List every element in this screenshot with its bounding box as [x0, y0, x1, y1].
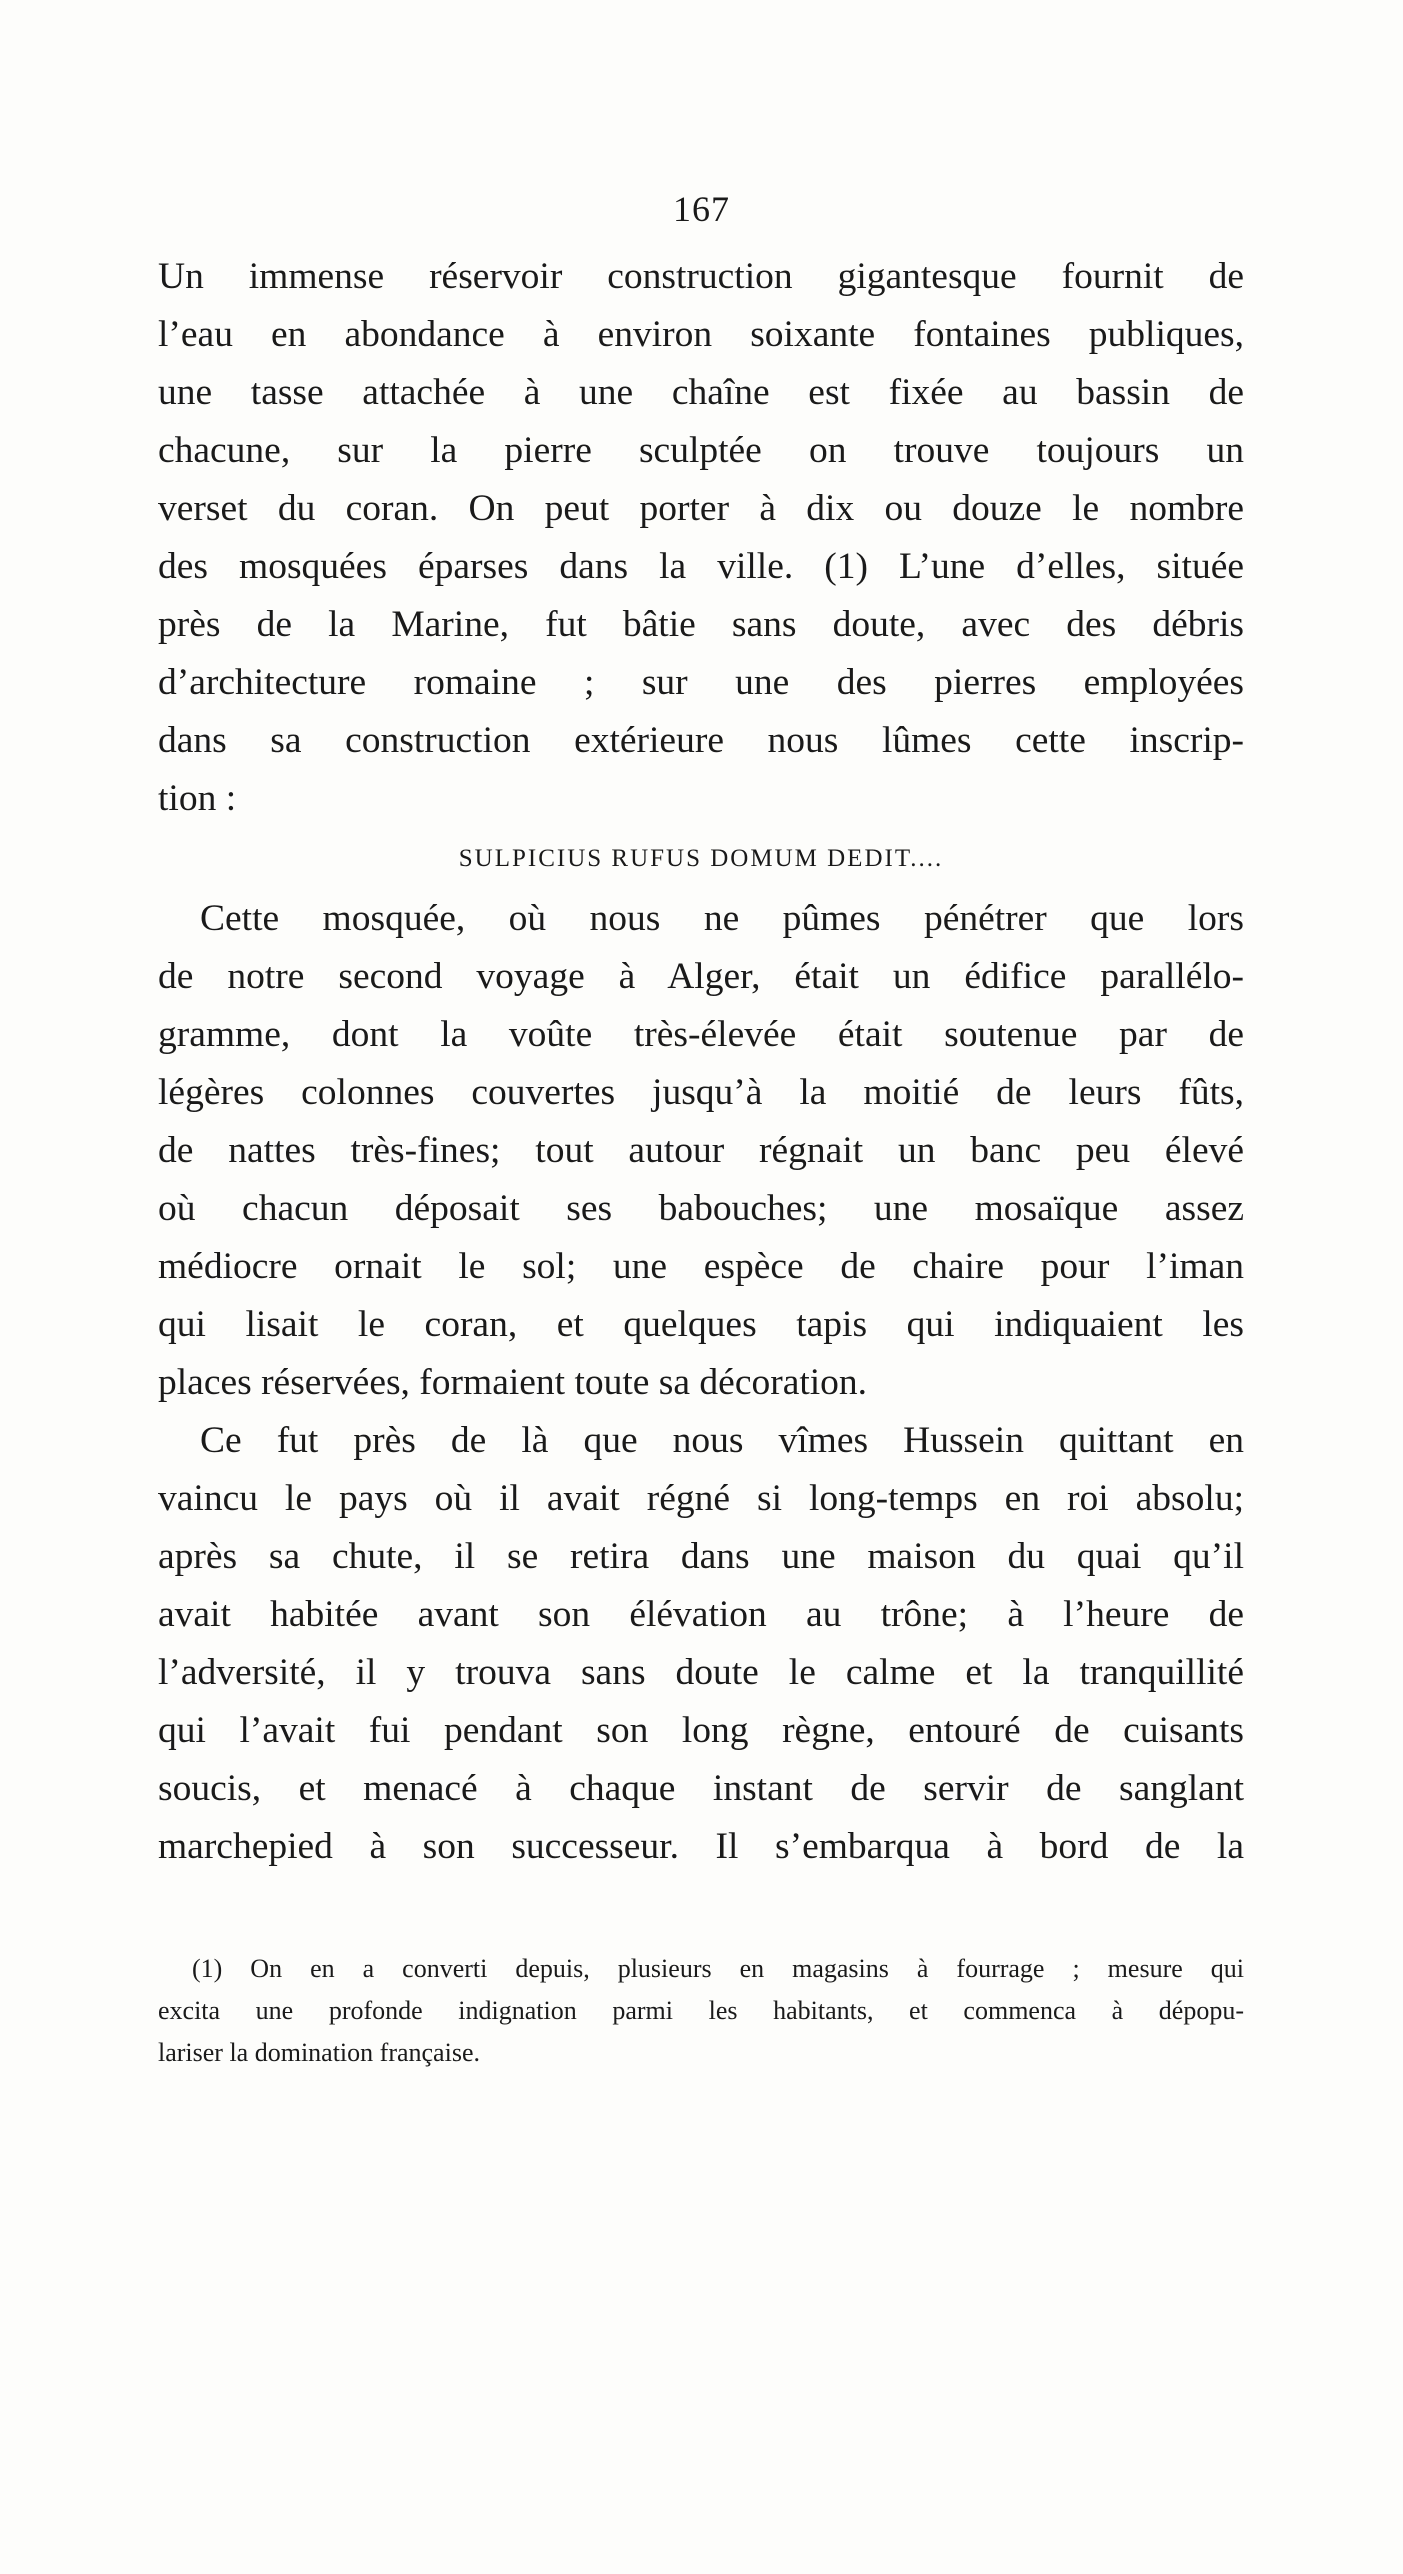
text-line: d’architecture romaine ; sur une des pierres employées	[158, 662, 1244, 703]
text-line: où chacun déposait ses babouches; une mosaïque assez	[158, 1188, 1244, 1229]
inscription: SULPICIUS RUFUS DOMUM DEDIT....	[458, 845, 944, 872]
text-line: qui lisait le coran, et quelques tapis qui indiquaient les	[158, 1304, 1244, 1345]
text-line: après sa chute, il se retira dans une maison du quai qu’il	[158, 1536, 1244, 1577]
text-line: des mosquées éparses dans la ville. (1) L’une d’elles, située	[158, 546, 1244, 587]
text-line: l’eau en abondance à environ soixante fontaines publiques,	[158, 314, 1244, 355]
footnote-line: lariser la domination française.	[158, 2038, 480, 2067]
text-line: Ce fut près de là que nous vîmes Hussein quittant en	[200, 1420, 1244, 1461]
text-line: près de la Marine, fut bâtie sans doute, avec des débris	[158, 604, 1244, 645]
text-line: verset du coran. On peut porter à dix ou douze le nombre	[158, 488, 1244, 529]
text-line: gramme, dont la voûte très-élevée était soutenue par de	[158, 1014, 1244, 1055]
text-line: tion :	[158, 778, 237, 819]
text-line: de nattes très-fines; tout autour régnait un banc peu élevé	[158, 1130, 1244, 1171]
text-line: avait habitée avant son élévation au trône; à l’heure de	[158, 1594, 1244, 1635]
text-line: médiocre ornait le sol; une espèce de chaire pour l’iman	[158, 1246, 1244, 1287]
text-line: vaincu le pays où il avait régné si long-temps en roi absolu;	[158, 1478, 1244, 1519]
text-line: une tasse attachée à une chaîne est fixée au bassin de	[158, 372, 1244, 413]
text-line: places réservées, formaient toute sa décoration.	[158, 1362, 868, 1403]
text-line: qui l’avait fui pendant son long règne, entouré de cuisants	[158, 1710, 1244, 1751]
footnote	[158, 1948, 1244, 2074]
text-line: soucis, et menacé à chaque instant de servir de sanglant	[158, 1768, 1244, 1809]
text-line: chacune, sur la pierre sculptée on trouve toujours un	[158, 430, 1244, 471]
text-line: légères colonnes couvertes jusqu’à la moitié de leurs fûts,	[158, 1072, 1244, 1113]
body-text	[158, 248, 1244, 1876]
text-line: dans sa construction extérieure nous lûmes cette inscrip-	[158, 720, 1244, 761]
text-line: l’adversité, il y trouva sans doute le calme et la tranquillité	[158, 1652, 1244, 1693]
text-line: marchepied à son successeur. Il s’embarqua à bord de la	[158, 1826, 1244, 1867]
page-number: 167	[673, 189, 730, 229]
footnote-line: excita une profonde indignation parmi les habitants, et commenca à dépopu-	[158, 1996, 1244, 2025]
text-line: Cette mosquée, où nous ne pûmes pénétrer que lors	[200, 898, 1244, 939]
footnote-line: (1) On en a converti depuis, plusieurs en magasins à fourrage ; mesure qui	[192, 1954, 1244, 1983]
text-line: Un immense réservoir construction gigantesque fournit de	[158, 256, 1244, 297]
text-line: de notre second voyage à Alger, était un édifice parallélo-	[158, 956, 1244, 997]
